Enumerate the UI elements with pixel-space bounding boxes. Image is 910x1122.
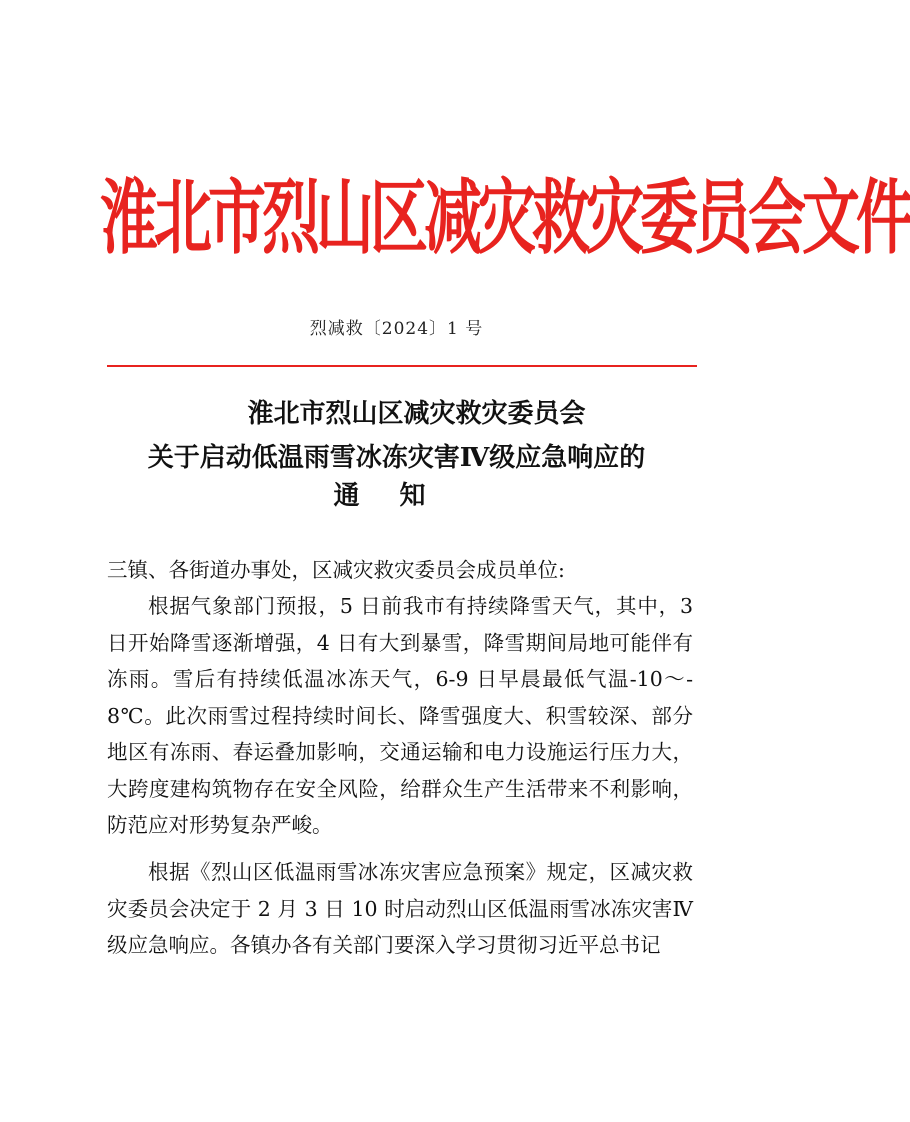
notice-title-line-1: 淮北市烈山区减灾救灾委员会: [247, 399, 586, 429]
notice-title-line-2: 关于启动低温雨雪冰冻灾害Ⅳ级应急响应的: [147, 443, 646, 473]
red-divider-line: [107, 365, 697, 367]
document-number: 烈减救〔2024〕1 号: [309, 319, 484, 339]
body-paragraph-2: 根据《烈山区低温雨雪冰冻灾害应急预案》规定，区减灾救灾委员会决定于 2 月 3 日 10 时启动烈山区低温雨雪冰冻灾害Ⅳ级应急响应。各镇办各有关部门要深入学习贯彻习近平总书记: [107, 860, 693, 957]
red-masthead-title: 淮北市烈山区减灾救灾委员会文件: [100, 170, 910, 266]
notice-title-line-3: 通知: [333, 481, 466, 511]
body-paragraph-1: 根据气象部门预报，5 日前我市有持续降雪天气，其中，3 日开始降雪逐渐增强，4 日有大到暴雪，降雪期间局地可能伴有冻雨。雪后有持续低温冰冻天气，6-9 日早晨最低气温-10～-8℃。此次雨雪过程持续时间长、降雪强度大、积雪较深、部分地区有冻雨、春运叠加影响，交通运输和电力设施运行压力大，大跨度建构筑物存在安全风险，给群众生产生活带来不利影响，防范应对形势复杂严峻。: [107, 594, 693, 837]
addressee: 三镇、各街道办事处，区减灾救灾委员会成员单位:: [107, 558, 565, 582]
